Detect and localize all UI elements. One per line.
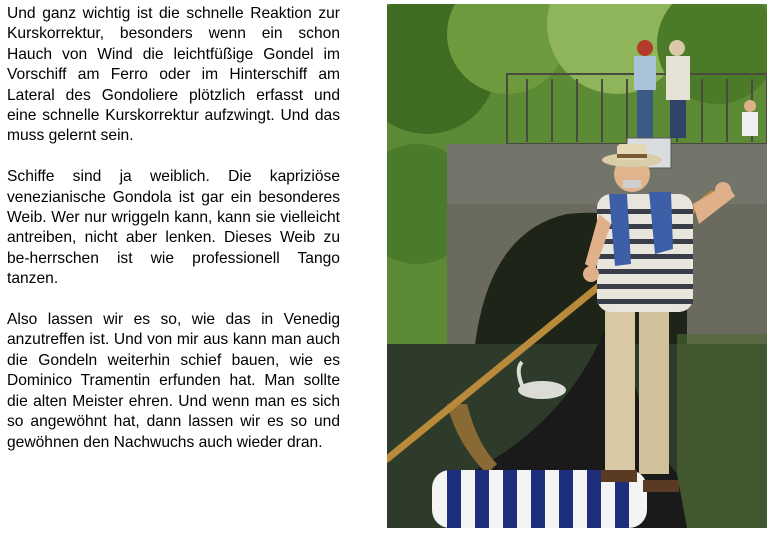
water-reflection — [677, 334, 767, 528]
gondolier-photo-illustration — [387, 4, 767, 528]
article-text — [7, 4, 340, 473]
paragraph-1: Und ganz wichtig ist die schnelle Reaktion zur Kurskorrektur, besonders wenn ein schon Hauch von Wind die leichtfüßige Gondel im Vorschiff am Ferro oder im Hinterschiff am Lateral des Gondoliere plötzlich erfasst und eine schnelle Kurskorrektur aufzwingt. Und das muss gelernt sein. — [7, 5, 340, 145]
gondolier-photo — [387, 4, 767, 528]
paragraph-3: Also lassen wir es so, wie das in Venedig anzutreffen ist. Und von mir aus kann man auch die Gondeln weiterhin schief bauen, wie es Dominico Tramentin erfunden hat. Man sollte die alten Meister ehren. Und wenn man es sich so angewöhnt hat, dann lassen wir es so und gewöhnen den Nachwuchs auch wieder dran. — [7, 311, 340, 451]
paragraph-2: Schiffe sind ja weiblich. Die kapriziöse venezianische Gondola ist gar ein besonderes Weib. Wer nur wriggeln kann, kann sie vielleicht antreiben, nicht aber lenken. Dieses Weib zu be-herrschen ist wie professionell Tango tanzen. — [7, 168, 340, 288]
